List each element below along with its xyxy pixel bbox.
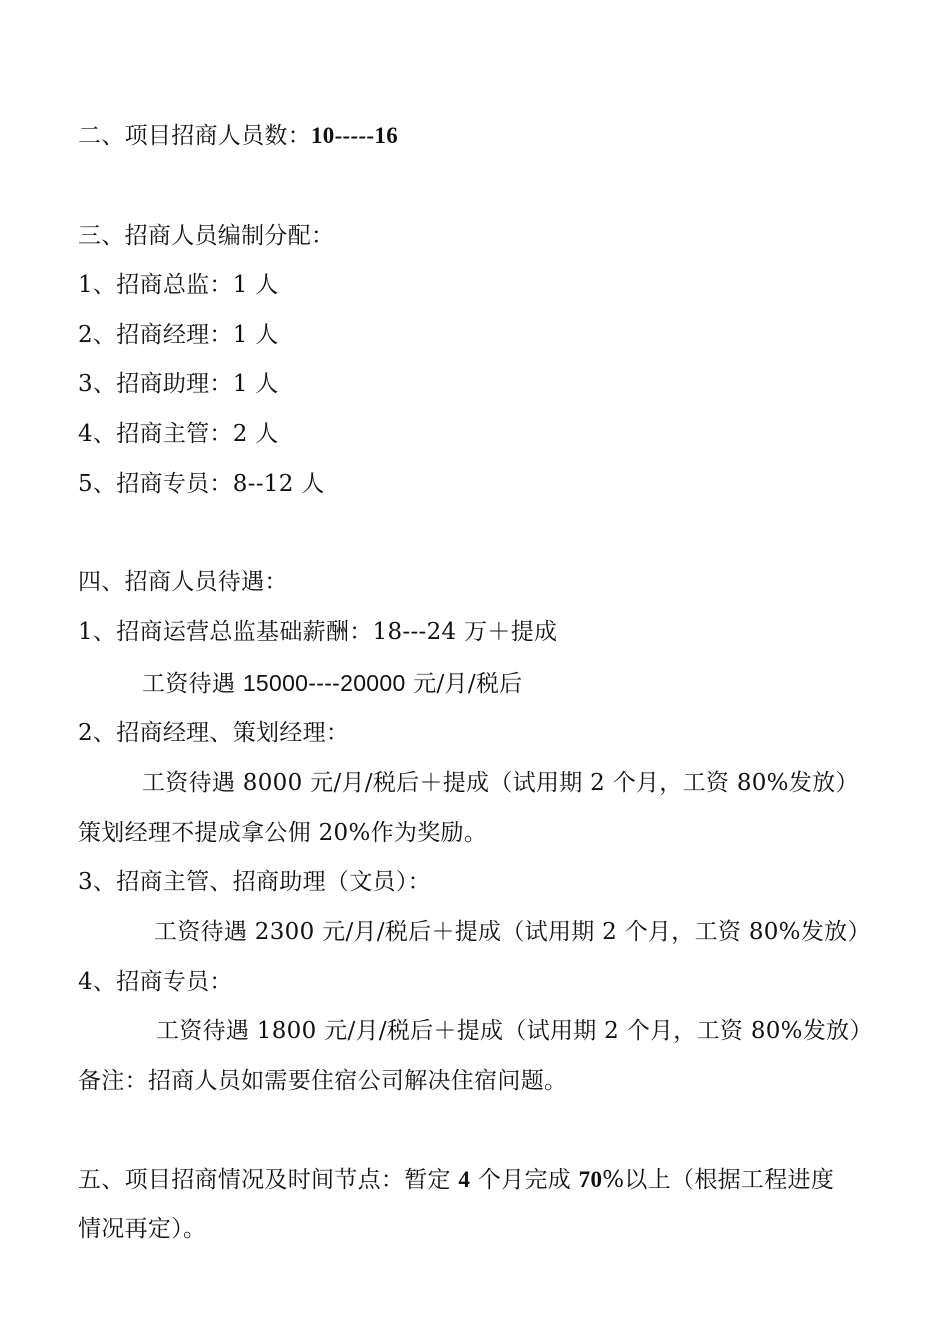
section-5-text-a: 五、项目招商情况及时间节点：暂定	[78, 1167, 459, 1193]
section-3-item-1: 1、招商总监：1 人	[78, 272, 279, 298]
salary-suffix: 元/月/税后	[405, 671, 523, 697]
section-4-item-2-note: 策划经理不提成拿公佣 20%作为奖励。	[78, 820, 488, 846]
section-4-item-3-title: 3、招商主管、招商助理（文员）：	[78, 869, 431, 895]
section-2-label: 二、项目招商人员数：	[78, 123, 311, 149]
section-5-line-2: 情况再定）。	[78, 1216, 207, 1242]
section-3-item-5: 5、招商专员：8--12 人	[78, 471, 325, 497]
section-3-item-3: 3、招商助理：1 人	[78, 371, 279, 397]
section-3-item-2: 2、招商经理：1 人	[78, 322, 279, 348]
salary-prefix: 工资待遇	[142, 671, 243, 697]
section-5-percent: 70	[578, 1167, 603, 1192]
section-4-item-3-salary: 工资待遇 2300 元/月/税后＋提成（试用期 2 个月，工资 80%发放）	[154, 919, 871, 945]
section-4-item-2-salary: 工资待遇 8000 元/月/税后＋提成（试用期 2 个月，工资 80%发放）	[142, 770, 859, 796]
section-4-item-2-title: 2、招商经理、策划经理：	[78, 720, 350, 746]
section-4-item-4-title: 4、招商专员：	[78, 969, 233, 995]
section-2-line	[78, 120, 398, 152]
section-2-value: 10-----16	[311, 123, 398, 148]
section-4-heading: 四、招商人员待遇：	[78, 569, 288, 595]
section-5-line-1	[78, 1164, 834, 1196]
salary-value: 15000----20000	[242, 670, 406, 696]
section-4-item-1-title: 1、招商运营总监基础薪酬：18---24 万＋提成	[78, 619, 558, 645]
section-5-text-c: %以上（根据工程进度	[602, 1167, 835, 1193]
section-4-item-4-salary: 工资待遇 1800 元/月/税后＋提成（试用期 2 个月，工资 80%发放）	[156, 1018, 873, 1044]
section-5-months: 4	[458, 1167, 471, 1192]
section-4-item-1-salary	[142, 667, 523, 700]
section-3-item-4: 4、招商主管：2 人	[78, 421, 279, 447]
section-5-text-b: 个月完成	[470, 1167, 579, 1193]
section-4-remark: 备注：招商人员如需要住宿公司解决住宿问题。	[78, 1068, 568, 1094]
section-3-heading: 三、招商人员编制分配：	[78, 223, 335, 249]
